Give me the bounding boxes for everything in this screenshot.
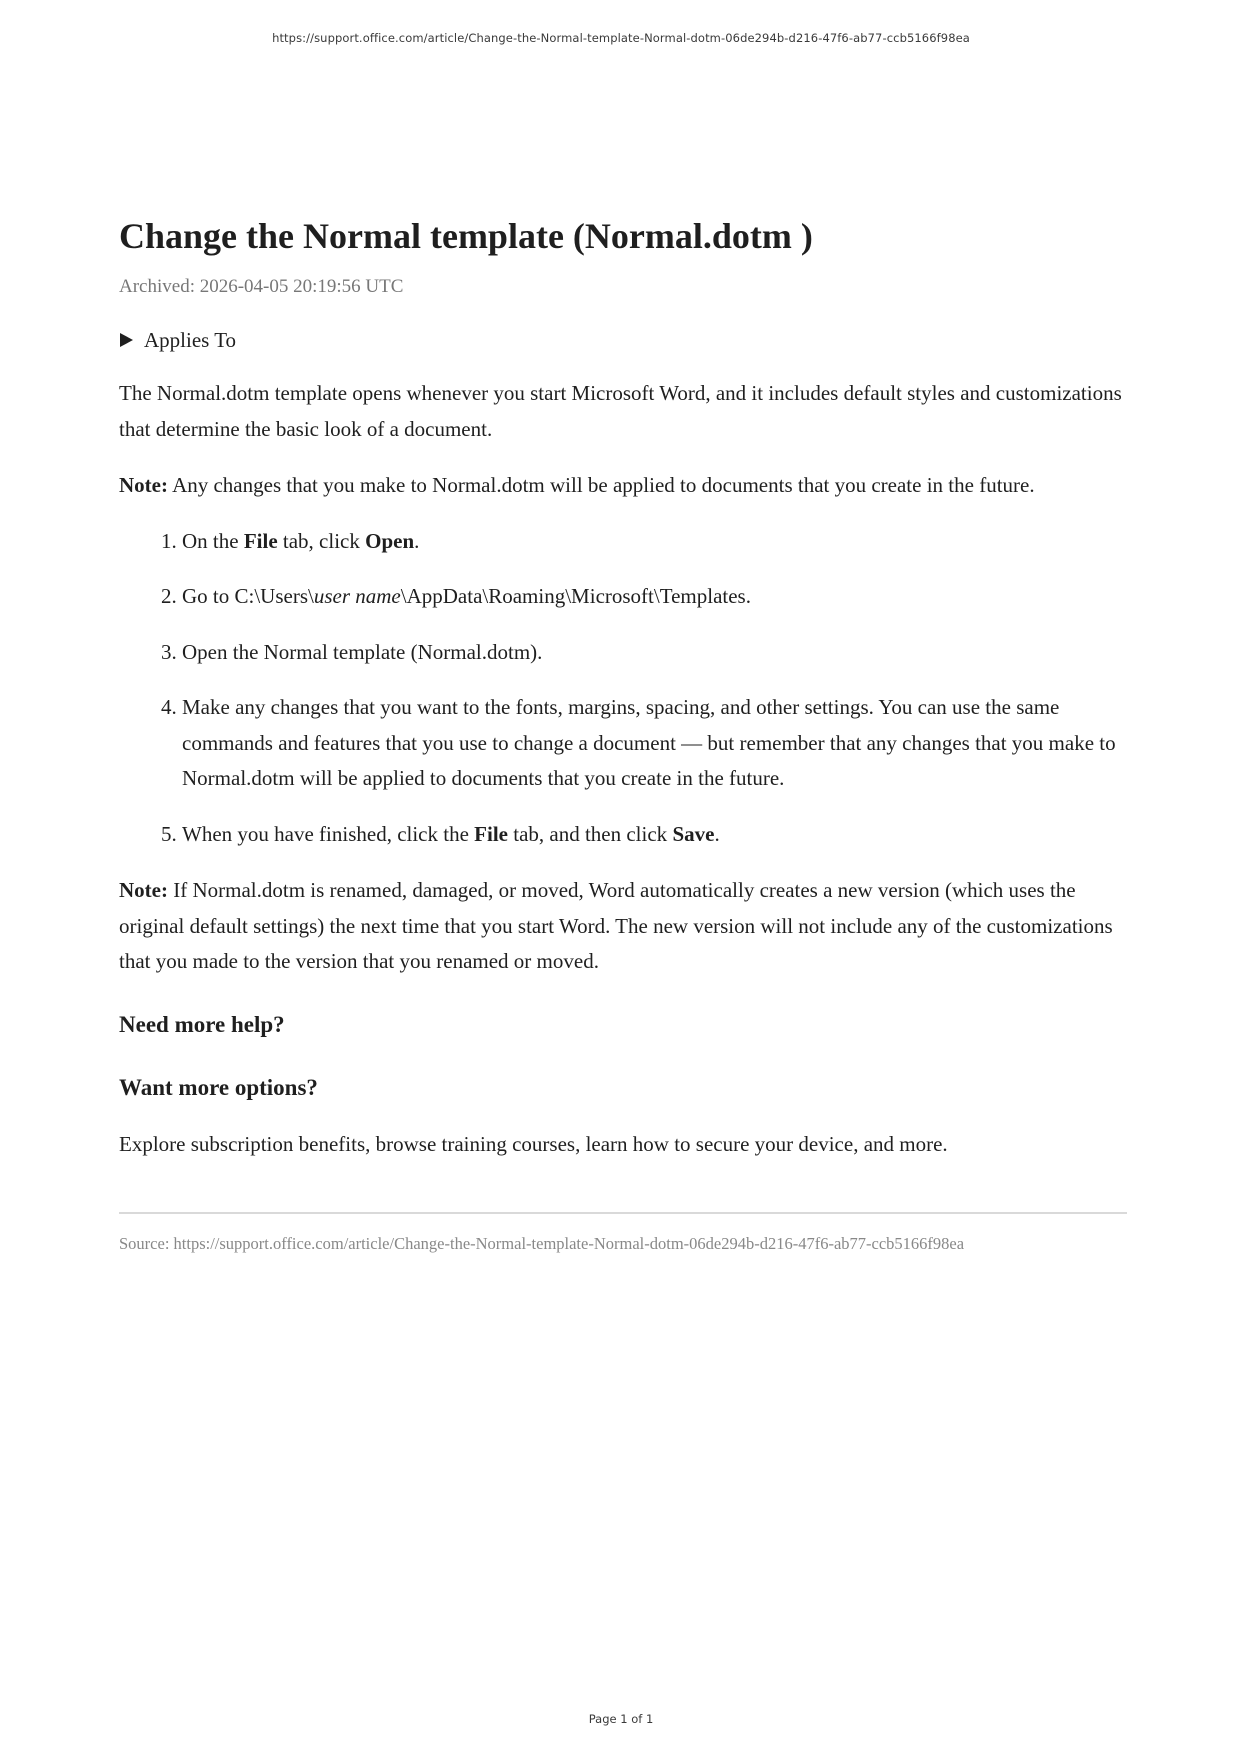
list-item <box>182 524 1127 560</box>
page-header-url: https://support.office.com/article/Change-the-Normal-template-Normal-dotm-06de294b-d216-47f6-ab77-ccb5166f98ea <box>272 31 970 45</box>
step-bold: File <box>243 528 278 553</box>
steps-list <box>119 524 1127 853</box>
note-label: Note: <box>119 878 168 902</box>
step-text: . <box>414 528 420 553</box>
note-paragraph-1 <box>119 468 1127 504</box>
list-item <box>182 579 1127 615</box>
note-text: If Normal.dotm is renamed, damaged, or moved, Word automatically creates a new version (which uses the original default settings) the next time that you start Word. The new version will not include any of the customizations that you made to the version that you renamed or moved. <box>119 878 1113 973</box>
applies-to-toggle[interactable] <box>119 326 1127 354</box>
need-help-heading: Need more help? <box>119 1011 285 1037</box>
step-text: tab, click <box>277 528 366 553</box>
list-item <box>182 635 1127 671</box>
list-item <box>182 690 1127 797</box>
divider <box>119 1212 1127 1214</box>
archived-timestamp: Archived: 2026-04-05 20:19:56 UTC <box>119 276 404 297</box>
step-text: On the <box>182 528 244 553</box>
step-bold: File <box>474 821 508 846</box>
step-text: Go to C:\Users\ <box>182 584 314 608</box>
step-text: tab, and then click <box>507 821 673 846</box>
source-link[interactable]: Source: https://support.office.com/article/Change-the-Normal-template-Normal-dotm-06de294b-d216-47f6-ab77-ccb5166f98ea <box>119 1234 965 1253</box>
page-title: Change the Normal template (Normal.dotm ) <box>119 216 813 256</box>
intro-paragraph: The Normal.dotm template opens whenever you start Microsoft Word, and it includes default styles and customizations that determine the basic look of a document. <box>119 381 1122 441</box>
step-italic: user name <box>313 584 401 608</box>
step-text: . <box>714 821 720 846</box>
step-bold: Save <box>672 821 715 846</box>
applies-to-label: Applies To <box>144 328 237 352</box>
step-text: Make any changes that you want to the fonts, margins, spacing, and other settings. You can use the same commands and features that you use to change a document — but remember that any changes that you make to Normal.dotm will be applied to documents that you create in the future. <box>182 695 1116 790</box>
step-bold: Open <box>365 528 415 553</box>
step-text: When you have finished, click the <box>182 821 475 846</box>
note-text: Any changes that you make to Normal.dotm will be applied to documents that you create in the future. <box>167 473 1035 497</box>
article <box>119 212 1127 1255</box>
want-options-heading: Want more options? <box>119 1074 318 1100</box>
list-item <box>182 817 1127 853</box>
note-paragraph-2 <box>119 873 1127 980</box>
step-text: Open the Normal template (Normal.dotm). <box>182 639 543 664</box>
page-number: Page 1 of 1 <box>588 1712 654 1726</box>
disclosure-triangle-icon <box>120 333 133 347</box>
note-label: Note: <box>119 473 168 497</box>
step-text: \AppData\Roaming\Microsoft\Templates. <box>400 584 751 608</box>
explore-paragraph: Explore subscription benefits, browse training courses, learn how to secure your device, and more. <box>119 1131 948 1156</box>
